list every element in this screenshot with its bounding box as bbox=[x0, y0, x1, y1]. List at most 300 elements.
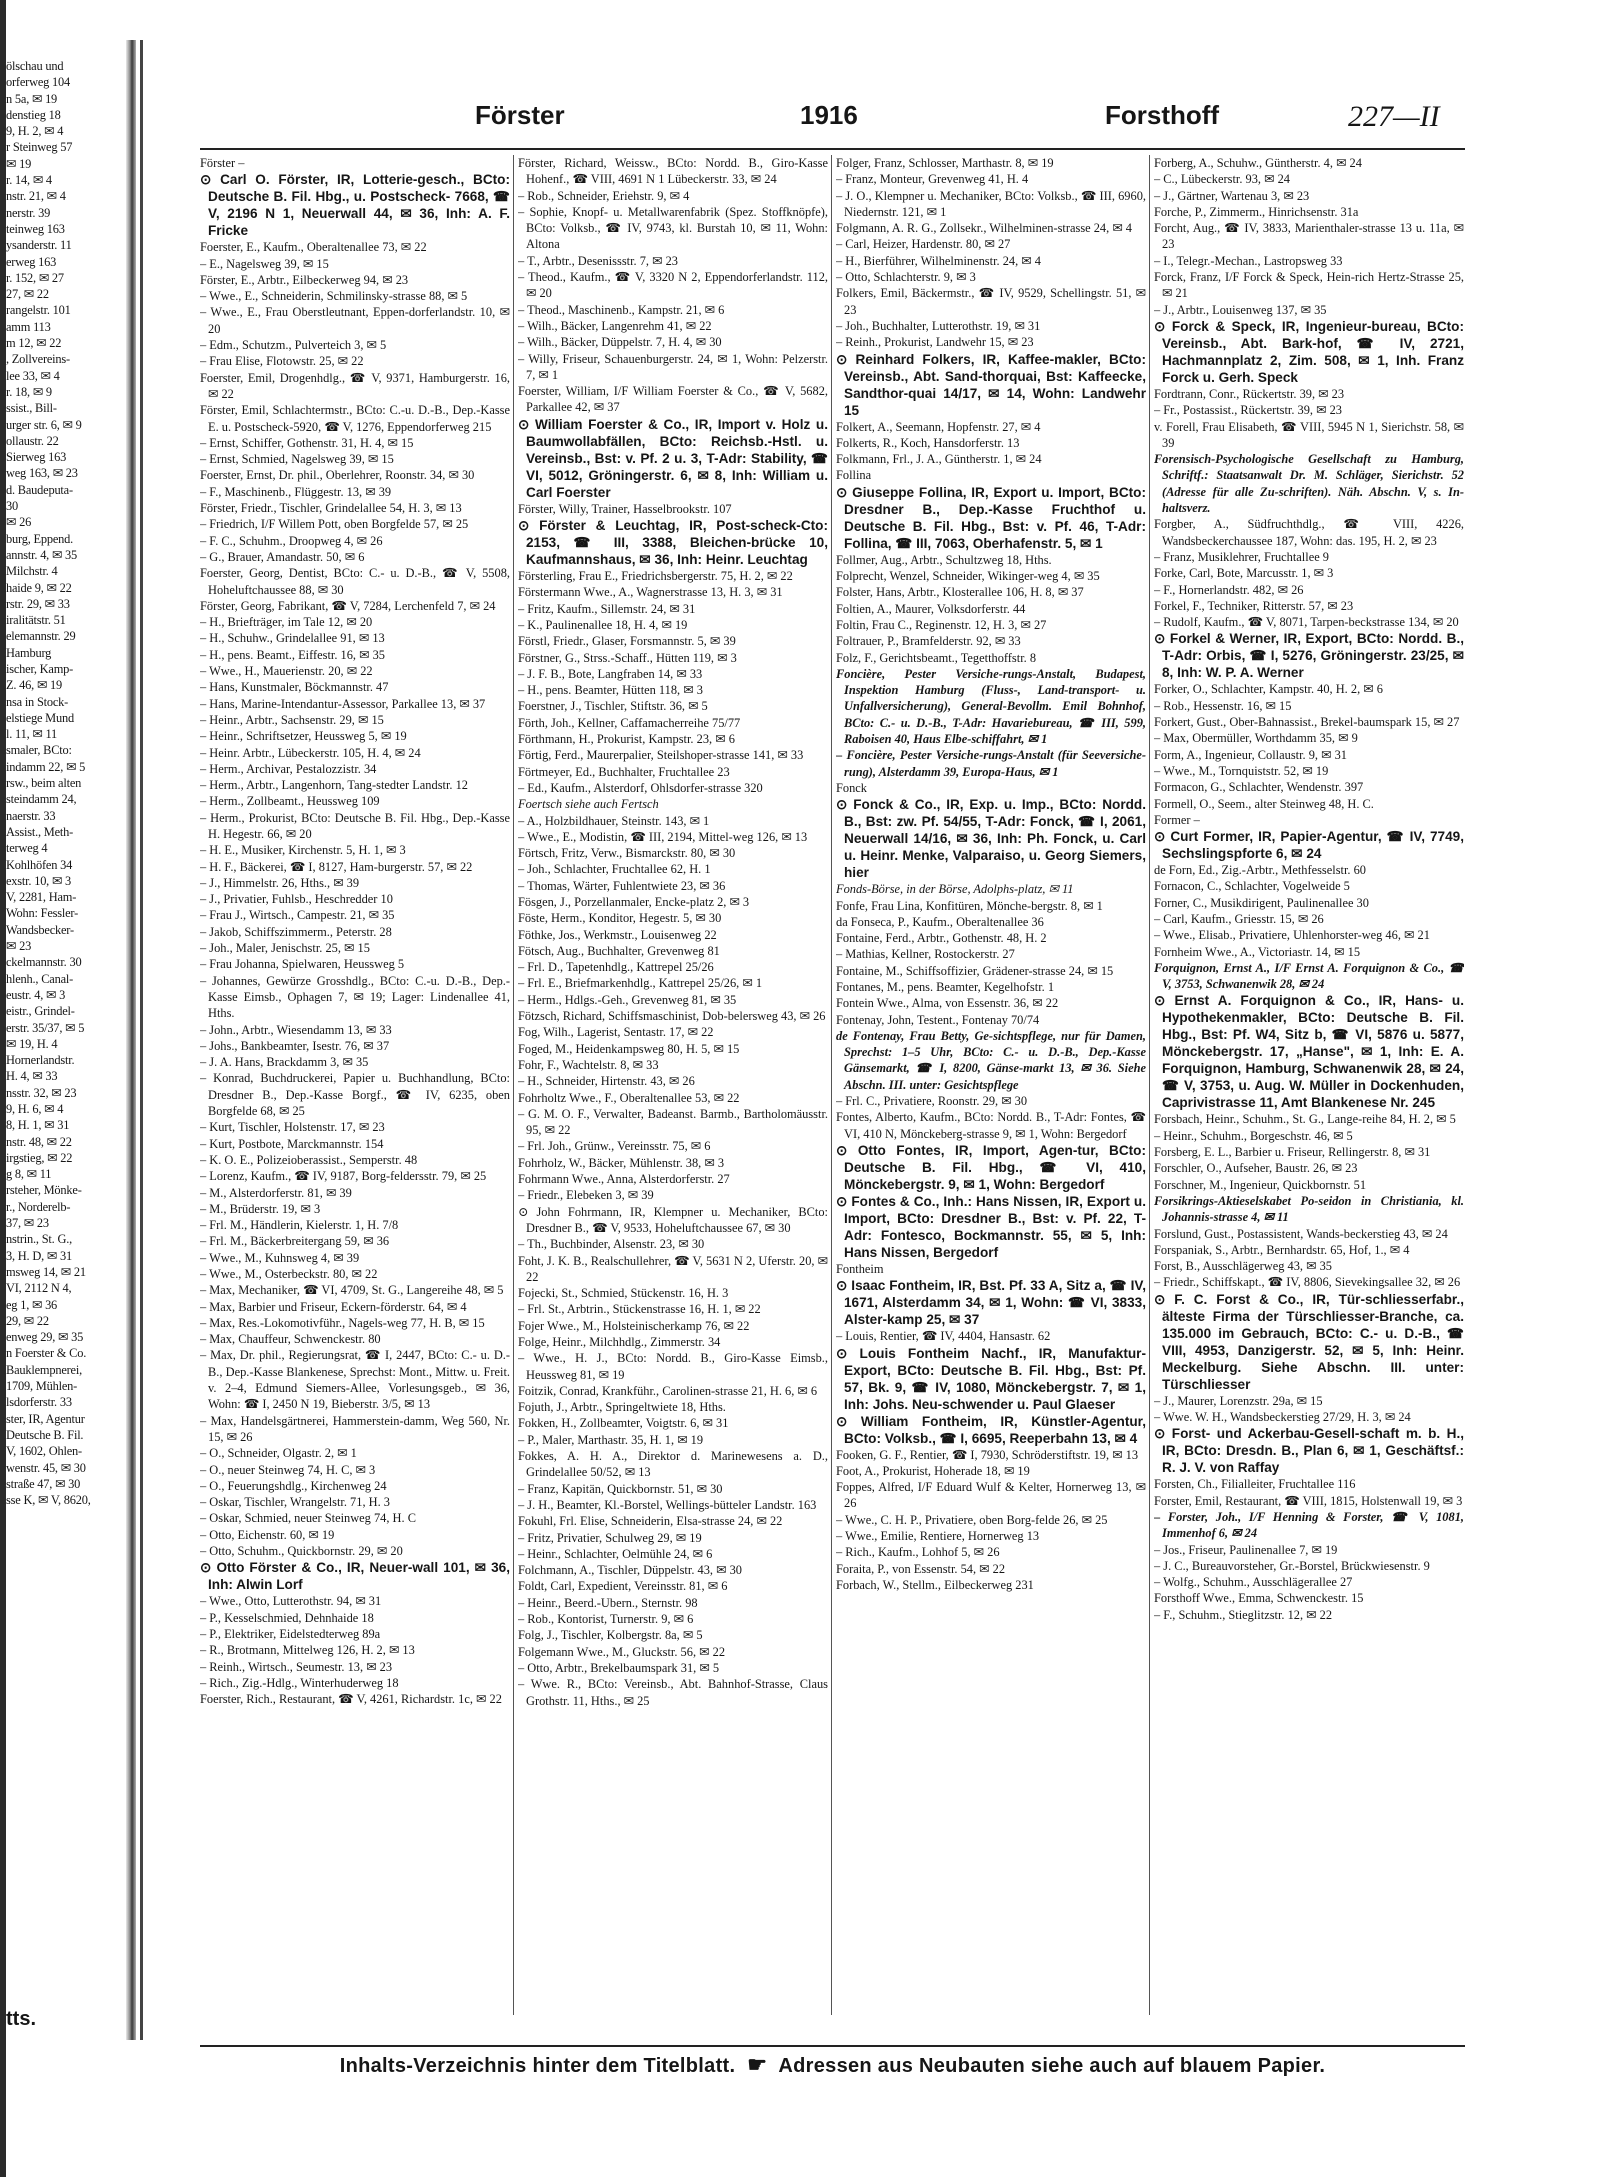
directory-entry: – A., Holzbildhauer, Steinstr. 143, ✉ 1 bbox=[518, 813, 710, 828]
previous-page-footer: tts. bbox=[6, 2008, 36, 2030]
prev-page-line: teinweg 163 bbox=[6, 221, 65, 236]
book-binding-edge bbox=[140, 40, 143, 2040]
directory-entry: Föthke, Jos., Werkmstr., Louisenweg 22 bbox=[518, 927, 717, 942]
directory-entry: Fojecki, St., Schmied, Stückenstr. 16, H. 3 bbox=[518, 1286, 729, 1301]
directory-entry: Folgmann, A. R. G., Zollsekr., Wilhelminen-strasse 24, ✉ 4 bbox=[836, 221, 1132, 236]
directory-entry: – Konrad, Buchdruckerei, Papier u. Buchhandlung, BCto: Dresdner B., Dep.-Kasse Borgf., ☎ IV, 6235, oben Borgfelde 68, ✉ 25 bbox=[200, 1071, 510, 1119]
directory-entry: Foppes, Alfred, I/F Eduard Wulf & Kelter, Hornerweg 13, ✉ 26 bbox=[836, 1480, 1146, 1511]
directory-entry: – P., Kesselschmied, Dehnhaide 18 bbox=[200, 1610, 374, 1625]
directory-entry: – Max, Res.-Lokomotivführ., Nagels-weg 77, H. B, ✉ 15 bbox=[200, 1315, 485, 1330]
directory-entry: – Frl. M., Händlerin, Kielerstr. 1, H. 7/8 bbox=[200, 1218, 399, 1233]
prev-page-line: r Steinweg 57 bbox=[6, 140, 73, 155]
directory-entry: Foerster, Georg, Dentist, BCto: C.- u. D.-B., ☎ V, 5508, Hoheluftchaussee 88, ✉ 30 bbox=[200, 566, 510, 597]
prev-page-line: , Zollvereins- bbox=[6, 352, 70, 367]
directory-entry: Fonck bbox=[836, 780, 867, 795]
directory-entry: – Max, Mechaniker, ☎ VI, 4709, St. G., Langereihe 48, ✉ 5 bbox=[200, 1283, 504, 1298]
directory-entry: – Otto, Schuhm., Quickbornstr. 29, ✉ 20 bbox=[200, 1544, 403, 1559]
prev-page-line: exstr. 10, ✉ 3 bbox=[6, 873, 72, 888]
directory-entry: Fooken, G. F., Rentier, ☎ I, 7930, Schröderstiftstr. 19, ✉ 13 bbox=[836, 1447, 1139, 1462]
directory-entry: – Herm., Zollbeamt., Heussweg 109 bbox=[200, 794, 380, 809]
prev-page-line: smaler, BCto: bbox=[6, 743, 72, 758]
prev-page-line: 29, ✉ 22 bbox=[6, 1313, 49, 1328]
directory-entry: Foot, A., Prokurist, Hoherade 18, ✉ 19 bbox=[836, 1463, 1030, 1478]
directory-entry: Fontes, Alberto, Kaufm., BCto: Nordd. B., T-Adr: Fontes, ☎ VI, 410 N, Mönckeberg-strasse 9, ✉ 1, Wohn: Bergedorf bbox=[836, 1110, 1146, 1141]
directory-entry: Foerstner, J., Tischler, Stiftstr. 36, ✉ 5 bbox=[518, 699, 708, 714]
directory-entry: Förstner, G., Strss.-Schaff., Hütten 119, ✉ 3 bbox=[518, 650, 737, 665]
directory-entry: Fohrholz, W., Bäcker, Mühlenstr. 38, ✉ 3 bbox=[518, 1155, 725, 1170]
prev-page-line: Sierweg 163 bbox=[6, 450, 67, 465]
prev-page-line: urger str. 6, ✉ 9 bbox=[6, 417, 82, 432]
pointing-hand-icon: ☛ bbox=[747, 2052, 768, 2077]
directory-entry: Forberg, A., Schuhw., Güntherstr. 4, ✉ 24 bbox=[1154, 156, 1362, 170]
directory-entry: – Wilh., Bäcker, Düppelstr. 7, H. 4, ✉ 30 bbox=[518, 335, 722, 350]
directory-entry: Folchmann, A., Tischler, Düppelstr. 43, ✉ 30 bbox=[518, 1563, 742, 1578]
directory-entry: – Ernst, Schmied, Nagelsweg 39, ✉ 15 bbox=[200, 452, 394, 467]
directory-entry: Förstl, Friedr., Glaser, Forsmannstr. 5, ✉ 39 bbox=[518, 634, 736, 649]
prev-page-line: Z. 46, ✉ 19 bbox=[6, 678, 63, 693]
directory-entry: Forgber, A., Südfruchthdlg., ☎ VIII, 4226, Wandsbeckerchaussee 187, Wohn: das. 195, H. 2, ✉ 23 bbox=[1154, 517, 1464, 548]
directory-entry: Fojuth, J., Arbtr., Springeltwiete 18, Hths. bbox=[518, 1400, 726, 1415]
directory-entry: – Ernst, Schiffer, Gothenstr. 31, H. 4, ✉ 15 bbox=[200, 435, 414, 450]
prev-page-line: ✉ 26 bbox=[6, 515, 32, 530]
directory-entry: – P., Maler, Marthastr. 35, H. 1, ✉ 19 bbox=[518, 1432, 704, 1447]
directory-entry: – J. C., Bureauvorsteher, Gr.-Borstel, Brückwiesenstr. 9 bbox=[1154, 1558, 1430, 1573]
directory-entry: Fog, Wilh., Lagerist, Sentastr. 17, ✉ 22 bbox=[518, 1025, 714, 1040]
directory-entry: – Friedr., Elebeken 3, ✉ 39 bbox=[518, 1188, 654, 1203]
directory-entry: Forspaniak, S., Arbtr., Bernhardstr. 65, Hof, 1., ✉ 4 bbox=[1154, 1242, 1410, 1257]
directory-entry: – Foncière, Pester Versiche-rungs-Anstalt (für Seeversiche-rung), Alsterdamm 39, Europa-Haus, ✉ 1 bbox=[836, 748, 1146, 779]
directory-entry: Foerster, Emil, Drogenhdlg., ☎ V, 9371, Hamburgerstr. 16, ✉ 22 bbox=[200, 370, 510, 401]
directory-entry: Fontaine, Ferd., Arbtr., Gothenstr. 48, H. 2 bbox=[836, 931, 1047, 946]
directory-entry: – Reinh., Wirtsch., Seumestr. 13, ✉ 23 bbox=[200, 1659, 393, 1674]
directory-entry: – Joh., Maler, Jenischstr. 25, ✉ 15 bbox=[200, 941, 370, 956]
directory-entry: – H., pens. Beamt., Eiffestr. 16, ✉ 35 bbox=[200, 647, 385, 662]
directory-entry: Forsikrings-Aktieselskabet Po-seidon in Christiania, kl. Johannis-strasse 4, ✉ 11 bbox=[1154, 1193, 1464, 1225]
prev-page-line: H. 4, ✉ 33 bbox=[6, 1069, 58, 1084]
directory-entry: – O., Feuerungshdlg., Kirchenweg 24 bbox=[200, 1478, 387, 1493]
directory-entry: Foitzik, Conrad, Krankführ., Carolinen-strasse 21, H. 6, ✉ 6 bbox=[518, 1383, 818, 1398]
firm-entry: ⊙ Forck & Speck, IR, Ingenieur-bureau, BCto: Vereinsb., Abt. Bark-hof, ☎ IV, 2721, Hachmannplatz 2, Zim. 508, ✉ 1, Inh. Franz Forck u. Gerh. Speck bbox=[1154, 318, 1464, 385]
prev-page-line: rstr. 29, ✉ 33 bbox=[6, 596, 70, 611]
directory-entry: Forkel, F., Techniker, Ritterstr. 57, ✉ 23 bbox=[1154, 598, 1354, 613]
directory-entry: – Wwe., M., Tornquiststr. 52, ✉ 19 bbox=[1154, 763, 1329, 778]
directory-entry: – Kurt, Postbote, Marckmannstr. 154 bbox=[200, 1136, 384, 1151]
prev-page-line: Kohlhöfen 34 bbox=[6, 857, 73, 872]
prev-page-line: Bauklempnerei, bbox=[6, 1362, 82, 1377]
directory-entry: – Herm., Arbtr., Langenhorn, Tang-stedter Landstr. 12 bbox=[200, 778, 468, 793]
prev-page-line: rsw., beim alten bbox=[6, 776, 82, 791]
directory-entry: Foerster, William, I/F William Foerster & Co., ☎ V, 5682, Parkallee 42, ✉ 37 bbox=[518, 384, 828, 415]
directory-entry: Förtsch, Fritz, Verw., Bismarckstr. 80, ✉ 30 bbox=[518, 846, 736, 861]
directory-entry: – Louis, Rentier, ☎ IV, 4404, Hansastr. 62 bbox=[836, 1329, 1051, 1344]
directory-entry: – Wwe., Otto, Lutterothstr. 94, ✉ 31 bbox=[200, 1594, 382, 1609]
directory-entry: Former – bbox=[1154, 812, 1200, 827]
directory-entry: – J., Maurer, Lorenzstr. 29a, ✉ 15 bbox=[1154, 1393, 1323, 1408]
directory-entry: – Franz, Musiklehrer, Fruchtallee 9 bbox=[1154, 549, 1329, 564]
prev-page-line: ischer, Kamp- bbox=[6, 661, 74, 676]
directory-entry: – Max, Handelsgärtnerei, Hammerstein-damm, Weg 560, Nr. 15, ✉ 26 bbox=[200, 1413, 510, 1444]
directory-entry: Fornacon, C., Schlachter, Vogelweide 5 bbox=[1154, 879, 1350, 894]
footer-text-index: Inhalts-Verzeichnis hinter dem Titelblatt. bbox=[339, 2055, 736, 2077]
firm-entry: ⊙ Förster & Leuchtag, IR, Post-scheck-Cto: 2153, ☎ III, 3388, Bleichen-brücke 10, Kaufmannshaus, ✉ 36, Inh: Heinr. Leuchtag bbox=[518, 518, 828, 568]
directory-entry: – Rich., Zig.-Hdlg., Winterhuderweg 18 bbox=[200, 1675, 399, 1690]
prev-page-line: r. 18, ✉ 9 bbox=[6, 384, 52, 399]
directory-entry: – Lorenz, Kaufm., ☎ IV, 9187, Borg-feldersstr. 79, ✉ 25 bbox=[200, 1169, 487, 1184]
directory-entry: ⊙ John Fohrmann, IR, Klempner u. Mechaniker, BCto: Dresdner B., ☎ V, 9533, Hoheluftchaussee 67, ✉ 30 bbox=[518, 1204, 828, 1235]
directory-entry: – T., Arbtr., Desenissstr. 7, ✉ 23 bbox=[518, 253, 678, 268]
directory-entry: Folg, J., Tischler, Kolbergstr. 8a, ✉ 5 bbox=[518, 1628, 703, 1643]
directory-entry: Forcht, Aug., ☎ IV, 3833, Marienthaler-strasse 13 u. 11a, ✉ 23 bbox=[1154, 221, 1464, 252]
prev-page-line: annstr. 4, ✉ 35 bbox=[6, 547, 78, 562]
directory-entry: Forst, B., Ausschlägerweg 43, ✉ 35 bbox=[1154, 1259, 1332, 1274]
prev-page-line: irgstieg, ✉ 22 bbox=[6, 1150, 73, 1165]
prev-page-line: iralitätstr. 51 bbox=[6, 613, 66, 628]
directory-entry: Förster, Friedr., Tischler, Grindelallee 54, H. 3, ✉ 13 bbox=[200, 501, 462, 516]
prev-page-line: orferweg 104 bbox=[6, 75, 71, 90]
firm-entry: ⊙ Louis Fontheim Nachf., IR, Manufaktur-Export, BCto: Deutsche B. Fil. Hbg., Bst: Pf. 57, Bk. 9, ☎ IV, 1080, Mönckebergstr. 7, ✉ 1, Inh: Johs. Neu-schwender u. Paul Glaeser bbox=[836, 1345, 1146, 1412]
directory-entry: – F. C., Schuhm., Droopweg 4, ✉ 26 bbox=[200, 533, 383, 548]
prev-page-line: Deutsche B. Fil. bbox=[6, 1427, 84, 1442]
firm-entry: ⊙ Carl O. Förster, IR, Lotterie-gesch., BCto: Deutsche B. Fil. Hbg., u. Postscheck- 7668, ☎ V, 2196 N 1, Neuerwall 44, ✉ 36, Inh: A. F. Fricke bbox=[200, 172, 510, 239]
prev-page-line: steindamm 24, bbox=[6, 792, 77, 807]
directory-entry: – H., Schuhw., Grindelallee 91, ✉ 13 bbox=[200, 631, 385, 646]
directory-entry: – Frl. M., Bäckerbreitergang 59, ✉ 36 bbox=[200, 1234, 390, 1249]
directory-entry: Forsthoff Wwe., Emma, Schwenckestr. 15 bbox=[1154, 1591, 1364, 1606]
directory-entry: – Heinr., Schlachter, Oelmühle 24, ✉ 6 bbox=[518, 1546, 713, 1561]
prev-page-line: 9, H. 6, ✉ 4 bbox=[6, 1102, 64, 1116]
prev-page-line: erstr. 35/37, ✉ 5 bbox=[6, 1020, 85, 1035]
directory-entry: – Fritz, Privatier, Schulweg 29, ✉ 19 bbox=[518, 1530, 702, 1545]
directory-entry: – O., neuer Steinweg 74, H. C, ✉ 3 bbox=[200, 1462, 376, 1477]
prev-page-line: eistr., Grindel- bbox=[6, 1004, 75, 1019]
directory-entry: Forkert, Gust., Ober-Bahnassist., Brekel-baumspark 15, ✉ 27 bbox=[1154, 715, 1460, 730]
directory-entry: – J., Arbtr., Louisenweg 137, ✉ 35 bbox=[1154, 302, 1327, 317]
directory-entry: – E., Nagelsweg 39, ✉ 15 bbox=[200, 256, 329, 271]
directory-entry: – Wwe., H. J., BCto: Nordd. B., Giro-Kasse Eimsb., Heussweg 81, ✉ 19 bbox=[518, 1351, 828, 1382]
directory-entry: Folger, Franz, Schlosser, Marthastr. 8, ✉ 19 bbox=[836, 156, 1054, 170]
directory-entry: Fordtrann, Conr., Rückertstr. 39, ✉ 23 bbox=[1154, 386, 1345, 401]
directory-entry: – C., Lübeckerstr. 93, ✉ 24 bbox=[1154, 172, 1290, 187]
directory-entry: – Franz, Monteur, Grevenweg 41, H. 4 bbox=[836, 172, 1029, 187]
directory-entry: – P., Elektriker, Eidelstedterweg 89a bbox=[200, 1626, 381, 1641]
directory-entry: Foncière, Pester Versiche-rungs-Anstalt, Budapest, Inspektion Hamburg (Fluss-, Land-transport- u. Unfallversicherung), General-Bevollm. Emil Bohnhof, BCto: C.- u. D.-B., T-Adr: Havariebureau, ☎ III, 599, Raboisen 40, Haus Elbe-schiffahrt, ✉ 1 bbox=[836, 666, 1146, 747]
directory-entry: Foltrauer, P., Bramfelderstr. 92, ✉ 33 bbox=[836, 634, 1021, 649]
directory-entry: – Frl. St., Arbtrin., Stückenstrasse 16, H. 1, ✉ 22 bbox=[518, 1302, 761, 1317]
directory-entry: – Friedr., Schiffskapt., ☎ IV, 8806, Sievekingsallee 32, ✉ 26 bbox=[1154, 1275, 1461, 1290]
directory-entry: – Fritz, Kaufm., Sillemstr. 24, ✉ 31 bbox=[518, 601, 696, 616]
directory-entry: – H., Bierführer, Wilhelminenstr. 24, ✉ 4 bbox=[836, 253, 1041, 268]
directory-entry: – Frau Elise, Flotowstr. 25, ✉ 22 bbox=[200, 354, 364, 369]
directory-entry: – Joh., Buchhalter, Lutterothstr. 19, ✉ 31 bbox=[836, 318, 1041, 333]
directory-entry: Fösgen, J., Porzellanmaler, Encke-platz 2, ✉ 3 bbox=[518, 894, 750, 909]
directory-entry: Fonfe, Frau Lina, Konfitüren, Mönche-bergstr. 8, ✉ 1 bbox=[836, 898, 1103, 913]
directory-entry: Förtmeyer, Ed., Buchhalter, Fruchtallee 23 bbox=[518, 764, 730, 779]
directory-entry: – Heinr., Schriftsetzer, Heussweg 5, ✉ 19 bbox=[200, 729, 407, 744]
prev-page-line: elemannstr. 29 bbox=[6, 629, 76, 644]
directory-entry: Fohr, F., Wachtelstr. 8, ✉ 33 bbox=[518, 1057, 659, 1072]
directory-entry: – Edm., Schutzm., Pulverteich 3, ✉ 5 bbox=[200, 338, 387, 353]
prev-page-line: V, 2281, Ham- bbox=[6, 890, 77, 905]
directory-entry: Folkmann, Frl., J. A., Güntherstr. 1, ✉ 24 bbox=[836, 452, 1042, 467]
directory-entry: – Hans, Kunstmaler, Böckmannstr. 47 bbox=[200, 680, 389, 695]
directory-entry: – Rudolf, Kaufm., ☎ V, 8071, Tarpen-beckstrasse 134, ✉ 20 bbox=[1154, 615, 1459, 630]
directory-entry: Fontenay, John, Testent., Fontenay 70/74 bbox=[836, 1012, 1040, 1027]
directory-entry: Fojer Wwe., M., Holsteinischerkamp 76, ✉ 22 bbox=[518, 1318, 750, 1333]
directory-entry: – Herm., Prokurist, BCto: Deutsche B. Fil. Hbg., Dep.-Kasse H. Hegestr. 66, ✉ 20 bbox=[200, 810, 510, 841]
directory-entry: – I., Telegr.-Mechan., Lastropsweg 33 bbox=[1154, 253, 1343, 268]
directory-entry: – Herm., Hdlgs.-Geh., Grevenweg 81, ✉ 35 bbox=[518, 992, 737, 1007]
prev-page-line: 8, H. 1, ✉ 31 bbox=[6, 1118, 70, 1133]
directory-entry: – Forster, Joh., I/F Henning & Forster, ☎ V, 1081, Immenhof 6, ✉ 24 bbox=[1154, 1509, 1464, 1541]
directory-entry: Folprecht, Wenzel, Schneider, Wikinger-weg 4, ✉ 35 bbox=[836, 569, 1100, 584]
directory-entry: Fontein Wwe., Alma, von Essenstr. 36, ✉ 22 bbox=[836, 996, 1059, 1011]
directory-entry: – Frau Johanna, Spielwaren, Heussweg 5 bbox=[200, 957, 405, 972]
prev-page-line: 27, ✉ 22 bbox=[6, 287, 49, 302]
directory-entry: Försterling, Frau E., Friedrichsbergerstr. 75, H. 2, ✉ 22 bbox=[518, 569, 793, 584]
prev-page-line: enweg 29, ✉ 35 bbox=[6, 1330, 84, 1345]
directory-entry: Folster, Hans, Arbtr., Klosterallee 106, H. 8, ✉ 37 bbox=[836, 585, 1084, 600]
directory-entry: – Frl. E., Briefmarkenhdlg., Kattrepel 25/26, ✉ 1 bbox=[518, 976, 763, 991]
directory-entry: – O., Schneider, Olgastr. 2, ✉ 1 bbox=[200, 1446, 357, 1461]
prev-page-line: burg, Eppend. bbox=[6, 531, 74, 546]
prev-page-line: 37, ✉ 23 bbox=[6, 1216, 49, 1231]
directory-entry: Forner, C., Musikdirigent, Paulinenallee 30 bbox=[1154, 895, 1369, 910]
directory-entry: – Wwe. W. H., Wandsbeckerstieg 27/29, H. 3, ✉ 24 bbox=[1154, 1410, 1411, 1425]
directory-entry: – Hans, Marine-Intendantur-Assessor, Parkallee 13, ✉ 37 bbox=[200, 696, 486, 711]
prev-page-line: indamm 22, ✉ 5 bbox=[6, 759, 86, 774]
directory-entry: – Otto, Eichenstr. 60, ✉ 19 bbox=[200, 1527, 335, 1542]
prev-page-line: Wohn: Fessler- bbox=[6, 906, 79, 921]
prev-page-line: lsdorferstr. 33 bbox=[6, 1395, 72, 1410]
directory-entry: – Sophie, Knopf- u. Metallwarenfabrik (Spez. Stoffknöpfe), BCto: Volksb., ☎ IV, 9743, kl. Burstah 10, ✉ 11, Wohn: Altona bbox=[518, 204, 828, 252]
directory-entry: – Wwe., E., Schneiderin, Schmilinsky-strasse 88, ✉ 5 bbox=[200, 289, 468, 304]
firm-entry: ⊙ Curt Former, IR, Papier-Agentur, ☎ IV, 7749, Sechslingspforte 6, ✉ 24 bbox=[1154, 829, 1464, 862]
directory-entry: Foerster, Rich., Restaurant, ☎ V, 4261, Richardstr. 1c, ✉ 22 bbox=[200, 1692, 502, 1707]
directory-entry: Formacon, G., Schlachter, Wendenstr. 397 bbox=[1154, 780, 1364, 795]
prev-page-line: elstiege Mund bbox=[6, 710, 74, 725]
prev-page-line: n 5a, ✉ 19 bbox=[6, 91, 58, 106]
footer-rule bbox=[200, 2045, 1465, 2047]
prev-page-line: 1709, Mühlen- bbox=[6, 1379, 78, 1394]
firm-entry: ⊙ Giuseppe Follina, IR, Export u. Import, BCto: Dresdner B., Dep.-Kasse Fruchthof u. Deutsche B. Fil. Hbg., Bst: v. Pf. 46, T-Adr: Follina, ☎ III, 7063, Oberhafenstr. 5, ✉ 1 bbox=[836, 484, 1146, 551]
firm-entry: ⊙ Forst- und Ackerbau-Gesell-schaft m. b. H., IR, BCto: Dresdn. B., Plan 6, ✉ 1, Geschäftsf.: R. J. V. von Raffay bbox=[1154, 1426, 1464, 1476]
page-number: 227—II bbox=[1348, 100, 1440, 133]
prev-page-line: ✉ 19, H. 4 bbox=[6, 1036, 58, 1051]
directory-entry: Forke, Carl, Bote, Marcusstr. 1, ✉ 3 bbox=[1154, 566, 1334, 581]
directory-entry: Follmer, Aug., Arbtr., Schultzweg 18, Hths. bbox=[836, 552, 1052, 567]
directory-entry: Forensisch-Psychologische Gesellschaft zu Hamburg, Schriftf.: Staatsanwalt Dr. M. Schläger, Sierichstr. 52 (Adresse für alle Zu-schriften). Näh. Abschn. V, s. In-haltsverz. bbox=[1154, 452, 1464, 516]
directory-entry: – Heinr., Schuhm., Borgeschstr. 46, ✉ 5 bbox=[1154, 1128, 1353, 1143]
directory-entry: – Wilh., Bäcker, Langenrehm 41, ✉ 22 bbox=[518, 318, 712, 333]
directory-entry: – G., Brauer, Amandastr. 50, ✉ 6 bbox=[200, 549, 365, 564]
prev-page-line: eg 1, ✉ 36 bbox=[6, 1297, 58, 1312]
prev-page-line: rsteher, Mönke- bbox=[6, 1183, 82, 1198]
directory-entry: – J., Privatier, Fuhlsb., Heschredder 10 bbox=[200, 892, 393, 907]
column-1 bbox=[200, 155, 510, 2025]
directory-entry: Förtig, Ferd., Maurerpalier, Steilshoper-strasse 141, ✉ 33 bbox=[518, 748, 804, 763]
directory-entry: Folgemann Wwe., M., Gluckstr. 56, ✉ 22 bbox=[518, 1644, 726, 1659]
directory-entry: Fötzsch, Richard, Schiffsmaschinist, Dob-belersweg 43, ✉ 26 bbox=[518, 1009, 826, 1024]
directory-entry: Förstermann Wwe., A., Wagnerstrasse 13, H. 3, ✉ 31 bbox=[518, 585, 783, 600]
directory-entry: – Max, Dr. phil., Regierungsrat, ☎ I, 2447, BCto: C.- u. D.-B., Dep.-Kasse Blankenese, Sprechst: Mont., Mittw. u. Freit. v. 2–4, Edmund Siemers-Allee, Vorlesungsgeb., ✉ 36, Wohn: ☎ I, 2450 N 19, Bieberstr. 3/5, ✉ 13 bbox=[200, 1348, 510, 1412]
firm-entry: ⊙ Isaac Fontheim, IR, Bst. Pf. 33 A, Sitz a, ☎ IV, 1671, Alsterdamm 34, ✉ 1, Wohn: ☎ VI, 3833, Alster-kamp 25, ✉ 37 bbox=[836, 1278, 1146, 1328]
prev-page-line: g 8, ✉ 11 bbox=[6, 1167, 52, 1182]
firm-entry: ⊙ Reinhard Folkers, IR, Kaffee-makler, BCto: Vereinsb., Abt. Sand-thorquai, Bst: Kaffeecke, Sandthor-quai 14/17, ✉ 14, Wohn: Landwehr 15 bbox=[836, 351, 1146, 418]
directory-entry: Foldt, Carl, Expedient, Vereinsstr. 81, ✉ 6 bbox=[518, 1579, 728, 1594]
prev-page-line: msweg 14, ✉ 21 bbox=[6, 1264, 86, 1279]
directory-entry: Förthmann, H., Prokurist, Kampstr. 23, ✉ 6 bbox=[518, 732, 735, 747]
footer-text-new-buildings: Adressen aus Neubauten siehe auch auf blauem Papier. bbox=[778, 2055, 1326, 2077]
prev-page-line: Milchstr. 4 bbox=[6, 564, 58, 579]
prev-page-line: nstr. 48, ✉ 22 bbox=[6, 1134, 72, 1149]
directory-entry: – Wwe., C. H. P., Privatiere, oben Borg-felde 26, ✉ 25 bbox=[836, 1512, 1108, 1527]
firm-entry: ⊙ Fonck & Co., IR, Exp. u. Imp., BCto: Nordd. B., Bst: zw. Pf. 54/55, T-Adr: Fonck, ☎ I, 2061, Neuerwall 14/16, ✉ 36, Inh: Ph. Fonck, u. Carl u. Heinr. Menke, Valparaiso, u. Georg Siemers, hier bbox=[836, 797, 1146, 881]
prev-page-line: r. 14, ✉ 4 bbox=[6, 173, 52, 188]
directory-entry: – Heinr., Beerd.-Ubern., Sternstr. 98 bbox=[518, 1595, 698, 1610]
directory-entry: – Wwe., Emilie, Rentiere, Hornerweg 13 bbox=[836, 1529, 1040, 1544]
column-divider bbox=[831, 155, 832, 2015]
directory-entry: – Otto, Arbtr., Brekelbaumspark 31, ✉ 5 bbox=[518, 1660, 720, 1675]
directory-entry: – H., Schneider, Hirtenstr. 43, ✉ 26 bbox=[518, 1074, 695, 1089]
directory-entry: – Thomas, Wärter, Fuhlentwiete 23, ✉ 36 bbox=[518, 878, 726, 893]
prev-page-line: straße 47, ✉ 30 bbox=[6, 1476, 81, 1491]
directory-page bbox=[200, 60, 1465, 2120]
directory-entry: Folge, Heinr., Milchhdlg., Zimmerstr. 34 bbox=[518, 1335, 721, 1349]
directory-entry: – F., Hornerlandstr. 482, ✉ 26 bbox=[1154, 582, 1304, 597]
prev-page-line: ckelmannstr. 30 bbox=[6, 955, 82, 970]
directory-entry: Fötsch, Aug., Buchhalter, Grevenweg 81 bbox=[518, 943, 720, 958]
prev-page-line: 3, H. D, ✉ 31 bbox=[6, 1248, 72, 1263]
directory-entry: Förth, Joh., Kellner, Caffamacherreihe 75/77 bbox=[518, 715, 741, 730]
directory-entry: de Fontenay, Frau Betty, Ge-sichtspflege, nur für Damen, Sprechst: 1–5 Uhr, BCto: C.- u. D.-B., Dep.-Kasse Gänsemarkt, ☎ I, 8200, Gänse-markt 13, ✉ 36. Siehe Abschn. III. unter: Gesichtspflege bbox=[836, 1028, 1146, 1092]
directory-entry: Foltien, A., Maurer, Volksdorferstr. 44 bbox=[836, 601, 1026, 616]
directory-entry: – Frau J., Wirtsch., Campestr. 21, ✉ 35 bbox=[200, 908, 395, 923]
prev-page-line: wenstr. 45, ✉ 30 bbox=[6, 1460, 86, 1475]
directory-entry: Follina bbox=[836, 468, 872, 483]
directory-entry: Fonds-Börse, in der Börse, Adolphs-platz, ✉ 11 bbox=[836, 882, 1074, 897]
prev-page-line: nsa in Stock- bbox=[6, 694, 69, 709]
prev-page-line: terweg 4 bbox=[6, 841, 48, 856]
header-rule bbox=[200, 148, 1465, 150]
directory-entry: – Mathias, Kellner, Rostockerstr. 27 bbox=[836, 947, 1015, 962]
directory-entry: Förster, Richard, Weissw., BCto: Nordd. B., Giro-Kasse Hohenf., ☎ VIII, 4691 N 1 Lübeckerstr. 33, ✉ 24 bbox=[518, 156, 828, 187]
prev-page-line: l. 11, ✉ 11 bbox=[6, 727, 57, 742]
prev-page-line: ster, IR, Agentur bbox=[6, 1411, 85, 1426]
directory-entry: – Joh., Schlachter, Fruchtallee 62, H. 1 bbox=[518, 862, 711, 877]
prev-page-line: 30 bbox=[6, 499, 18, 514]
directory-entry: Foltin, Frau C., Reginenstr. 12, H. 3, ✉ 27 bbox=[836, 617, 1047, 632]
directory-entry: Förster, E., Arbtr., Eilbeckerweg 94, ✉ 23 bbox=[200, 272, 409, 287]
directory-entry: – Otto, Schlachterstr. 9, ✉ 3 bbox=[836, 270, 976, 285]
directory-entry: Förster, Willy, Trainer, Hasselbrookstr. 107 bbox=[518, 501, 732, 516]
directory-entry: – H. F., Bäckerei, ☎ I, 8127, Ham-burgerstr. 57, ✉ 22 bbox=[200, 859, 473, 874]
prev-page-line: d. Baudeputa- bbox=[6, 482, 73, 497]
directory-entry: Fontanes, M., pens. Beamter, Kegelhofstr. 1 bbox=[836, 979, 1055, 994]
prev-page-line: ölschau und bbox=[6, 59, 64, 73]
prev-page-line: amm 113 bbox=[6, 319, 51, 334]
directory-entry: – Reinh., Prokurist, Landwehr 15, ✉ 23 bbox=[836, 335, 1034, 350]
directory-entry: – Wolfg., Schuhm., Ausschlägerallee 27 bbox=[1154, 1575, 1353, 1590]
directory-entry: – Theod., Kaufm., ☎ V, 3320 N 2, Eppendorferlandstr. 112, ✉ 20 bbox=[518, 270, 828, 301]
directory-entry: – Carl, Heizer, Hardenstr. 80, ✉ 27 bbox=[836, 237, 1011, 252]
prev-page-line: Wandsbecker- bbox=[6, 922, 74, 937]
directory-entry: – J. O., Klempner u. Mechaniker, BCto: Volksb., ☎ III, 6960, Niedernstr. 121, ✉ 1 bbox=[836, 188, 1146, 219]
directory-entry: – J. A. Hans, Brackdamm 3, ✉ 35 bbox=[200, 1055, 369, 1070]
prev-page-line: n Foerster & Co. bbox=[6, 1346, 87, 1361]
directory-entry: – J., Gärtner, Wartenau 3, ✉ 23 bbox=[1154, 188, 1310, 203]
firm-entry: ⊙ Ernst A. Forquignon & Co., IR, Hans- u. Hypothekenmakler, BCto: Deutsche B. Fil. Hbg., Bst: Pf. W4, Sitz b, ☎ VI, 5876 u. 5877, Mönckebergstr. 17, „Hanse", ✉ 1, Inh: E. A. Forquignon, Hamburg, Schwanenwik 28, ✉ 24, ☎ V, 3753, u. Aug. W. Müller in Dockenhuden, Caprivistrasse 11, Amt Blankenese Nr. 245 bbox=[1154, 993, 1464, 1111]
directory-entry: – Max, Barbier und Friseur, Eckern-förderstr. 64, ✉ 4 bbox=[200, 1299, 467, 1314]
directory-entry: – Rich., Kaufm., Lohhof 5, ✉ 26 bbox=[836, 1545, 1000, 1560]
directory-entry: – Kurt, Tischler, Holstenstr. 17, ✉ 23 bbox=[200, 1120, 385, 1135]
directory-entry: Förster, Georg, Fabrikant, ☎ V, 7284, Lerchenfeld 7, ✉ 24 bbox=[200, 598, 496, 613]
prev-page-line: denstieg 18 bbox=[6, 107, 61, 122]
directory-entry: Fontheim bbox=[836, 1261, 884, 1276]
firm-entry: ⊙ F. C. Forst & Co., IR, Tür-schliesserfabr., älteste Firma der Türschliesser-Branche, ca. 135.000 im Gebrauch, BCto: C.- u. D.-B., ☎ VIII, 4953, Danzigerstr. 52, ✉ 5, Inh: Heinr. Meckelburg. Siehe Abschn. III. unter: Türschliesser bbox=[1154, 1291, 1464, 1392]
directory-entry: Foerster, E., Kaufm., Oberaltenallee 73, ✉ 22 bbox=[200, 240, 427, 255]
directory-entry: Forslund, Gust., Postassistent, Wands-beckerstieg 43, ✉ 24 bbox=[1154, 1226, 1448, 1241]
directory-entry: – Jakob, Schiffszimmerm., Peterstr. 28 bbox=[200, 924, 392, 939]
directory-entry: – M., Alsterdorferstr. 81, ✉ 39 bbox=[200, 1185, 352, 1200]
directory-entry: Forschler, O., Aufseher, Baustr. 26, ✉ 23 bbox=[1154, 1161, 1358, 1176]
firm-entry: ⊙ Otto Förster & Co., IR, Neuer-wall 101, ✉ 36, Inh: Alwin Lorf bbox=[200, 1560, 510, 1593]
directory-entry: – Oskar, Tischler, Wrangelstr. 71, H. 3 bbox=[200, 1495, 390, 1510]
directory-entry: – John., Arbtr., Wiesendamm 13, ✉ 33 bbox=[200, 1022, 392, 1037]
directory-entry: v. Forell, Frau Elisabeth, ☎ VIII, 5945 N 1, Sierichstr. 58, ✉ 39 bbox=[1154, 419, 1464, 450]
prev-page-line: nerstr. 39 bbox=[6, 205, 51, 220]
directory-entry: Förster, Emil, Schlachtermstr., BCto: C.-u. D.-B., Dep.-Kasse E. u. Postscheck-5920, ☎ V, 1276, Eppendorferweg 215 bbox=[200, 403, 510, 434]
directory-entry: – K., Paulinenallee 18, H. 4, ✉ 19 bbox=[518, 617, 688, 632]
directory-entry: – Wwe., E., Modistin, ☎ III, 2194, Mittel-weg 126, ✉ 13 bbox=[518, 829, 808, 844]
directory-entry: – Wwe., H., Mauerienstr. 20, ✉ 22 bbox=[200, 664, 373, 679]
prev-page-line: haide 9, ✉ 22 bbox=[6, 580, 72, 595]
directory-entry: – Johannes, Gewürze Grosshdlg., BCto: C.-u. D.-B., Dep.-Kasse Eimsb., Ophagen 7, ✉ 19; Lager: Lindenallee 41, Hths. bbox=[200, 973, 510, 1021]
directory-entry: Forbach, W., Stellm., Eilbeckerweg 231 bbox=[836, 1577, 1034, 1592]
directory-entry: Forschner, M., Ingenieur, Quickbornstr. 51 bbox=[1154, 1177, 1367, 1192]
prev-page-line: eustr. 4, ✉ 3 bbox=[6, 987, 66, 1002]
directory-entry: – Heinr. Arbtr., Lübeckerstr. 105, H. 4, ✉ 24 bbox=[200, 745, 421, 760]
directory-entry: Föste, Herm., Konditor, Hegestr. 5, ✉ 30 bbox=[518, 911, 722, 926]
directory-entry: – Rob., Schneider, Eriehstr. 9, ✉ 4 bbox=[518, 188, 690, 203]
directory-entry: – Rob., Kontorist, Turnerstr. 9, ✉ 6 bbox=[518, 1612, 694, 1627]
directory-entry: – Oskar, Schmied, neuer Steinweg 74, H. C bbox=[200, 1511, 416, 1526]
directory-columns bbox=[200, 155, 1465, 2025]
directory-entry: – Wwe. R., BCto: Vereinsb., Abt. Bahnhof-Strasse, Claus Grothstr. 11, Hths., ✉ 25 bbox=[518, 1677, 828, 1708]
prev-page-line: ssist., Bill- bbox=[6, 401, 57, 416]
directory-entry: de Forn, Ed., Zig.-Arbtr., Methfesselstr. 60 bbox=[1154, 863, 1366, 878]
column-2 bbox=[518, 155, 828, 2025]
directory-entry: – Frl. Joh., Grünw., Vereinsstr. 75, ✉ 6 bbox=[518, 1139, 711, 1154]
directory-entry: – Wwe., M., Osterbeckstr. 80, ✉ 22 bbox=[200, 1267, 378, 1281]
directory-entry: – Wwe., M., Kuhnsweg 4, ✉ 39 bbox=[200, 1250, 360, 1265]
prev-page-line: ✉ 19 bbox=[6, 156, 32, 171]
prev-page-line: 9, H. 2, ✉ 4 bbox=[6, 124, 64, 139]
header-year: 1916 bbox=[800, 100, 858, 130]
directory-entry: – H., pens. Beamter, Hütten 118, ✉ 3 bbox=[518, 683, 703, 698]
directory-entry: Fontaine, M., Schiffsoffizier, Grädener-strasse 24, ✉ 15 bbox=[836, 963, 1114, 978]
directory-entry: – Theod., Maschinenb., Kampstr. 21, ✉ 6 bbox=[518, 302, 725, 317]
directory-entry: Folkert, A., Seemann, Hopfenstr. 27, ✉ 4 bbox=[836, 419, 1041, 434]
firm-entry: ⊙ Otto Fontes, IR, Import, Agen-tur, BCto: Deutsche B. Fil. Hbg., ☎ VI, 410, Mönckebergstr. 9, ✉ 1, Wohn: Bergedorf bbox=[836, 1142, 1146, 1192]
directory-entry: Foraita, P., von Essenstr. 54, ✉ 22 bbox=[836, 1561, 1006, 1576]
directory-entry: – J. F. B., Bote, Langfraben 14, ✉ 33 bbox=[518, 666, 703, 681]
firm-entry: ⊙ Forkel & Werner, IR, Export, BCto: Nordd. B., T-Adr: Orbis, ☎ I, 5276, Gröningerstr. 23/25, ✉ 8, Inh: W. P. A. Werner bbox=[1154, 631, 1464, 681]
directory-entry: – Herm., Archivar, Pestalozzistr. 34 bbox=[200, 761, 377, 776]
directory-entry: – G. M. O. F., Verwalter, Badeanst. Barmb., Bartholomäusstr. 95, ✉ 22 bbox=[518, 1106, 828, 1138]
directory-entry: Forker, O., Schlachter, Kampstr. 40, H. 2, ✉ 6 bbox=[1154, 682, 1383, 697]
directory-entry: – Franz, Kapitän, Quickbornstr. 51, ✉ 30 bbox=[518, 1481, 723, 1496]
directory-entry: Fokuhl, Frl. Elise, Schneiderin, Elsa-strasse 24, ✉ 22 bbox=[518, 1514, 783, 1529]
